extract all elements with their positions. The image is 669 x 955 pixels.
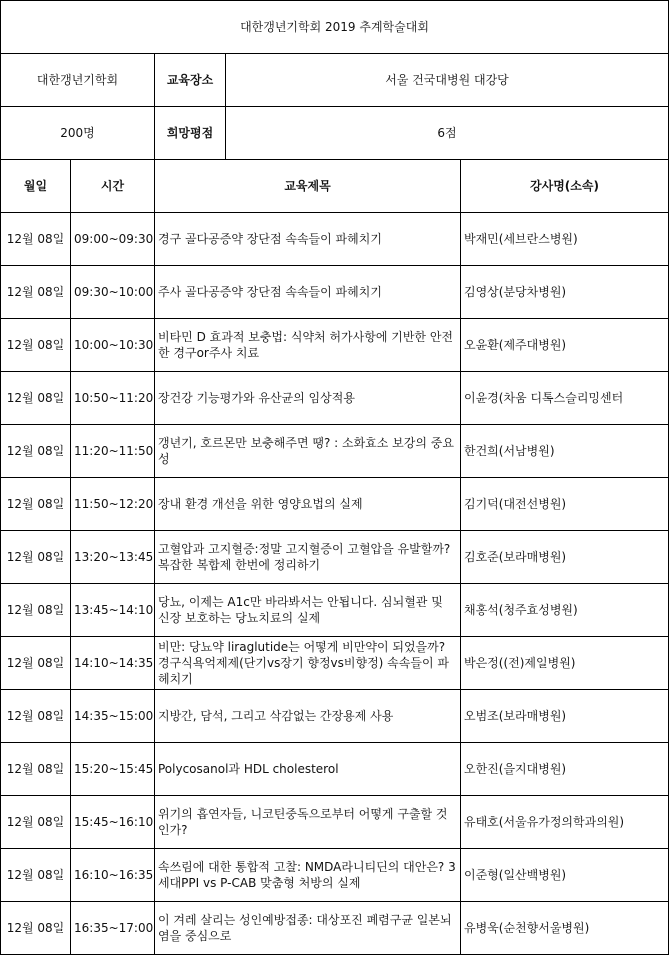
row-time: 14:10~14:35: [71, 637, 155, 690]
row-lecturer: 한건희(서남병원): [461, 425, 669, 478]
row-time: 15:20~15:45: [71, 743, 155, 796]
header-subject: 교육제목: [155, 160, 461, 213]
row-subject: Polycosanol과 HDL cholesterol: [155, 743, 461, 796]
header-date: 월일: [1, 160, 71, 213]
row-time: 16:35~17:00: [71, 902, 155, 955]
row-date: 12월 08일: [1, 796, 71, 849]
venue-row: [1, 54, 669, 107]
row-lecturer: 이윤경(차움 디톡스슬리밍센터: [461, 372, 669, 425]
title-row: [1, 1, 669, 54]
organizer: 대한갱년기학회: [1, 54, 155, 107]
score-label: 희망평점: [155, 107, 226, 160]
row-date: 12월 08일: [1, 584, 71, 637]
venue-label: 교육장소: [155, 54, 226, 107]
row-time: 11:50~12:20: [71, 478, 155, 531]
row-lecturer: 이준형(일산백병원): [461, 849, 669, 902]
row-date: 12월 08일: [1, 425, 71, 478]
row-date: 12월 08일: [1, 478, 71, 531]
table-row: [1, 902, 669, 955]
row-lecturer: 박재민(세브란스병원): [461, 213, 669, 266]
row-subject: 지방간, 담석, 그리고 삭감없는 간장용제 사용: [155, 690, 461, 743]
row-subject: 주사 골다공증약 장단점 속속들이 파헤치기: [155, 266, 461, 319]
row-subject: 속쓰림에 대한 통합적 고찰: NMDA라니티딘의 대안은? 3세대PPI vs P-CAB 맞춤형 처방의 실제: [155, 849, 461, 902]
row-lecturer: 유태호(서울유가정의학과의원): [461, 796, 669, 849]
capacity-row: [1, 107, 669, 160]
row-subject: 당뇨, 이제는 A1c만 바라봐서는 안됩니다. 심뇌혈관 및 신장 보호하는 당뇨치료의 실제: [155, 584, 461, 637]
row-time: 10:00~10:30: [71, 319, 155, 372]
capacity: 200명: [1, 107, 155, 160]
row-subject: 장내 환경 개선을 위한 영양요법의 실제: [155, 478, 461, 531]
table-row: [1, 531, 669, 584]
table-row: [1, 690, 669, 743]
row-date: 12월 08일: [1, 372, 71, 425]
row-date: 12월 08일: [1, 213, 71, 266]
row-time: 14:35~15:00: [71, 690, 155, 743]
row-date: 12월 08일: [1, 266, 71, 319]
row-time: 09:00~09:30: [71, 213, 155, 266]
row-date: 12월 08일: [1, 743, 71, 796]
row-lecturer: 박은정((전)제일병원): [461, 637, 669, 690]
table-row: [1, 637, 669, 690]
row-subject: 위기의 흡연자들, 니코틴중독으로부터 어떻게 구출할 것인가?: [155, 796, 461, 849]
table-row: [1, 743, 669, 796]
header-lecturer: 강사명(소속): [461, 160, 669, 213]
row-time: 15:45~16:10: [71, 796, 155, 849]
row-subject: 장건강 기능평가와 유산균의 임상적용: [155, 372, 461, 425]
column-header-row: [1, 160, 669, 213]
row-date: 12월 08일: [1, 637, 71, 690]
header-time: 시간: [71, 160, 155, 213]
row-time: 13:45~14:10: [71, 584, 155, 637]
row-subject: 비만: 당뇨약 liraglutide는 어떻게 비만약이 되었을까? 경구식욕억제제(단기vs장기 향정vs비향정) 속속들이 파헤치기: [155, 637, 461, 690]
row-subject: 갱년기, 호르몬만 보충해주면 땡? : 소화효소 보강의 중요성: [155, 425, 461, 478]
table-row: [1, 584, 669, 637]
row-lecturer: 채홍석(청주효성병원): [461, 584, 669, 637]
table-row: [1, 266, 669, 319]
table-row: [1, 478, 669, 531]
table-row: [1, 425, 669, 478]
row-time: 09:30~10:00: [71, 266, 155, 319]
table-row: [1, 213, 669, 266]
row-lecturer: 김기덕(대전선병원): [461, 478, 669, 531]
score-value: 6점: [226, 107, 669, 160]
row-date: 12월 08일: [1, 902, 71, 955]
row-lecturer: 오한진(을지대병원): [461, 743, 669, 796]
row-time: 11:20~11:50: [71, 425, 155, 478]
row-lecturer: 김영상(분당차병원): [461, 266, 669, 319]
row-subject: 비타민 D 효과적 보충법: 식약처 허가사항에 기반한 안전한 경구or주사 치료: [155, 319, 461, 372]
row-lecturer: 오범조(보라매병원): [461, 690, 669, 743]
table-row: [1, 796, 669, 849]
row-date: 12월 08일: [1, 531, 71, 584]
table-row: [1, 319, 669, 372]
venue-value: 서울 건국대병원 대강당: [226, 54, 669, 107]
row-lecturer: 유병욱(순천향서울병원): [461, 902, 669, 955]
row-time: 13:20~13:45: [71, 531, 155, 584]
row-time: 10:50~11:20: [71, 372, 155, 425]
row-lecturer: 김호준(보라매병원): [461, 531, 669, 584]
table-row: [1, 372, 669, 425]
row-date: 12월 08일: [1, 319, 71, 372]
table-row: [1, 849, 669, 902]
row-lecturer: 오윤환(제주대병원): [461, 319, 669, 372]
page-title: 대한갱년기학회 2019 추계학술대회: [1, 1, 669, 54]
row-subject: 경구 골다공증약 장단점 속속들이 파헤치기: [155, 213, 461, 266]
row-subject: 이 겨레 살리는 성인예방접종: 대상포진 폐렴구균 일본뇌염을 중심으로: [155, 902, 461, 955]
row-date: 12월 08일: [1, 690, 71, 743]
row-time: 16:10~16:35: [71, 849, 155, 902]
row-subject: 고혈압과 고지혈증:정말 고지혈증이 고혈압을 유발할까? 복잡한 복합제 한번에 정리하기: [155, 531, 461, 584]
row-date: 12월 08일: [1, 849, 71, 902]
